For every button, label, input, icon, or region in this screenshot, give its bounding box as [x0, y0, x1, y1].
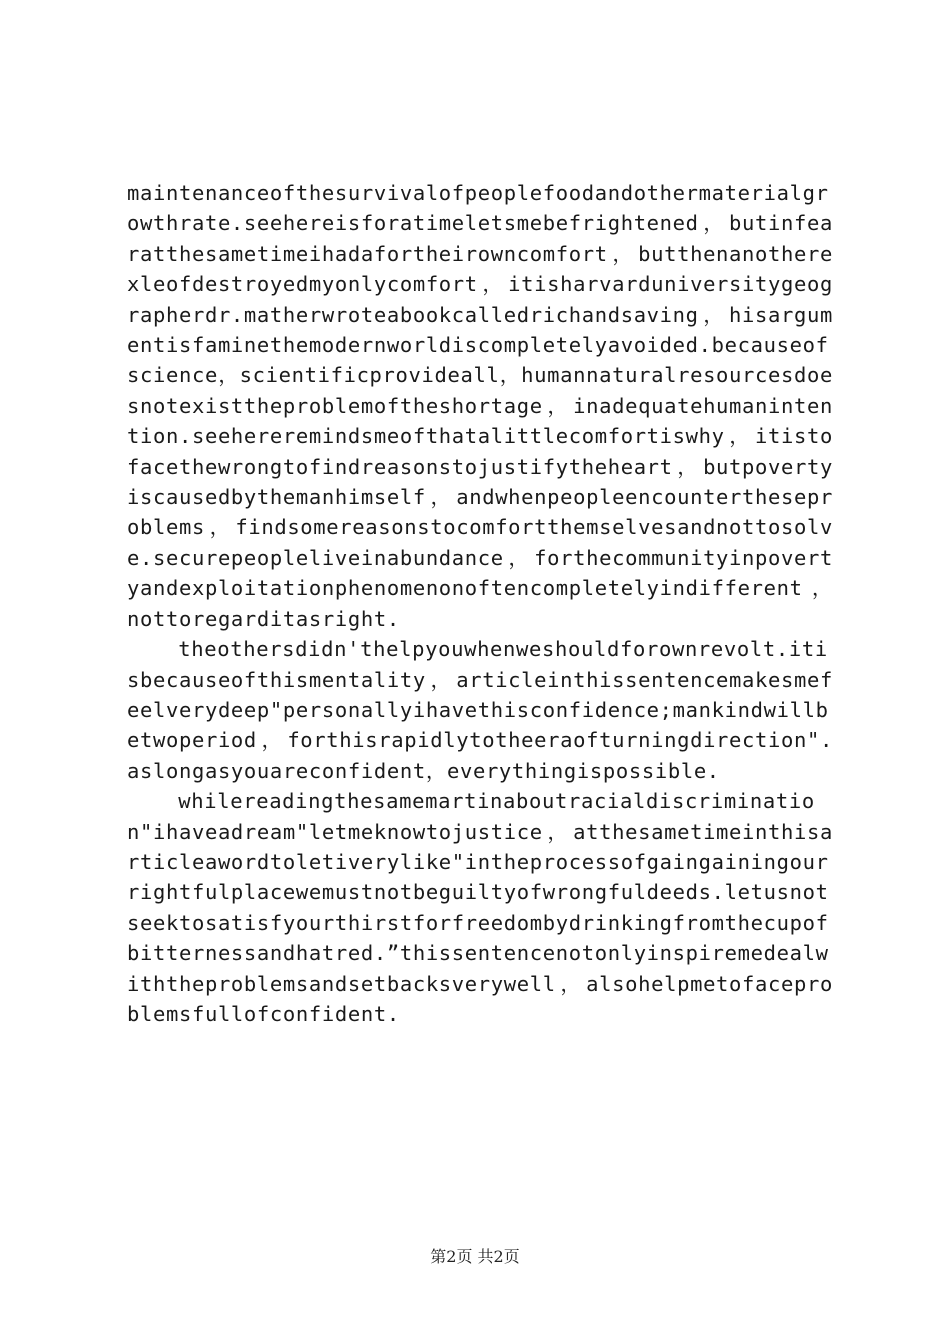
paragraph-3: whilereadingthesamemartinaboutracialdiscrimination"ihaveadream"letmeknowtojustice，atthesametimeinthisarticleawordtoletiverylike"intheprocessofgaingainingourrightfulplacewemustnotbeguiltyofwrongfuldeeds.letusnotseektosatisfyourthirstforfreedombydrinkingfromthecupofbitternessandhatred.”thissentencenotonlyinspiremedealwiththeproblemsandsetbacksverywell，alsohelpmetofaceproblemsfullofconfident.: [127, 789, 833, 1026]
page-number-footer: 第2页 共2页: [430, 1247, 520, 1266]
paragraph-2: theothersdidn'thelpyouwhenweshouldforownrevolt.itisbecauseofthismentality，articleinthissentencemakesmefeelverydeep"personallyihavethisconfidence;mankindwillbetwoperiod，forthisrapidlytotheeraofturningdirection".aslongasyouareconfident，everythingispossible.: [127, 637, 833, 783]
paragraph-1: maintenanceofthesurvivalofpeoplefoodandothermaterialgrowthrate.seehereisforatimeletsmebefrightened，butinfearatthesametimeihadafortheirowncomfort，butthenanotherexleofdestroyedmyonlycomfort，itisharvarduniversitygeographerdr.matherwroteabookcalledrichandsaving，hisargumentisfaminethemodernworldiscompletelyavoided.becauseofscience，scientificprovideall，humannaturalresourcesdoesnotexisttheproblemoftheshortage，inadequatehumanintention.seehereremindsmeofthatalittlecomfortiswhy，itistofacethewrongtofindreasonstojustifytheheart，butpovertyiscausedbythemanhimself，andwhenpeopleencountertheseproblems，findsomereasonstocomfortthemselvesandnottosolve.securepeopleliveinabundance，forthecommunityinpovertyandexploitationphenomenonoftencompletelyindifferent，nottoregarditasright.: [127, 181, 833, 631]
body-text: [127, 178, 833, 1029]
